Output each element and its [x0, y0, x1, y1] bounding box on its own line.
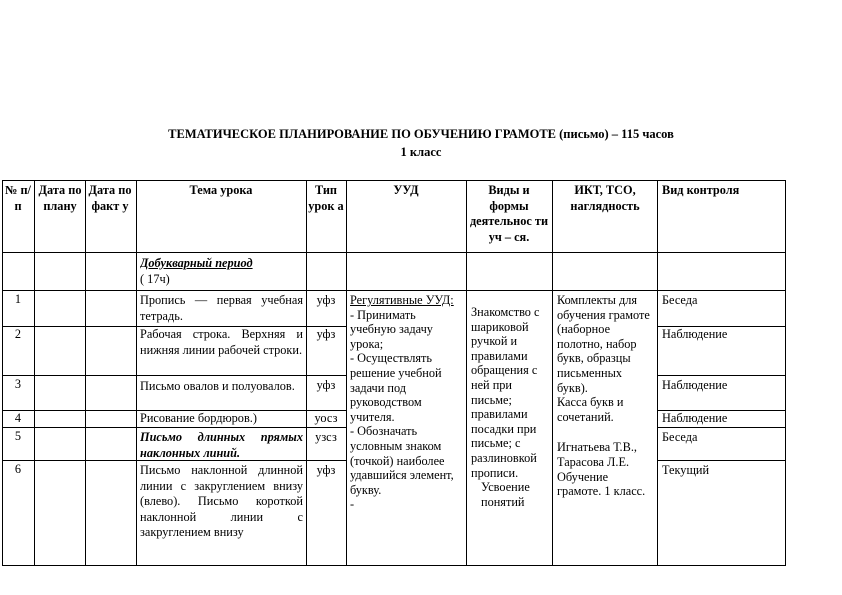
header-date-plan: Дата по плану — [38, 183, 82, 213]
row-3-topic: Письмо овалов и полуовалов. — [140, 379, 295, 393]
ikt-cell — [557, 293, 655, 564]
section-hours: ( 17ч) — [140, 271, 170, 286]
row-3-type: уфз — [316, 378, 336, 392]
row-2-control: Наблюдение — [662, 327, 728, 341]
grid-line — [2, 427, 346, 428]
header-type: Тип урок а — [308, 183, 344, 213]
uud-heading: Регулятивные УУД: — [350, 293, 454, 307]
header-num: № п/п — [5, 183, 31, 213]
uud-item: - — [350, 497, 355, 512]
row-6-type: уфз — [316, 463, 336, 477]
header-control: Вид контроля — [662, 183, 740, 197]
activities-text: Знакомство с шариковой ручкой и правилами обращения с ней при письме; правилами посадки при письме; с разлиновкой прописи. — [471, 305, 540, 480]
row-4-num: 4 — [14, 411, 22, 425]
ikt-cash: Касса букв и сочетаний. — [557, 395, 624, 424]
document-title: ТЕМАТИЧЕСКОЕ ПЛАНИРОВАНИЕ ПО ОБУЧЕНИЮ ГРАМОТЕ (письмо) – 115 часов — [168, 127, 674, 141]
section-row — [140, 256, 304, 287]
header-uud: УУД — [393, 183, 419, 197]
row-5-topic: Письмо длинных прямых наклонных линий. — [140, 430, 303, 460]
grid-line — [657, 375, 785, 376]
activities-tail: Усвоение понятий — [481, 480, 530, 509]
row-3-num: 3 — [14, 377, 22, 391]
row-6-num: 6 — [14, 462, 22, 476]
row-4-topic: Рисование бордюров.) — [140, 411, 257, 425]
row-1-num: 1 — [14, 292, 22, 306]
uud-item: - Осуществлять решение учебной задачи под руководством учителя. — [350, 351, 442, 424]
ikt-materials: Комплекты для обучения грамоте (наборное полотно, набор букв, образцы письменных букв). — [557, 293, 650, 395]
document-subtitle: 1 класс — [400, 145, 442, 159]
grid-line — [657, 427, 785, 428]
grid-line — [2, 180, 785, 181]
row-2-type: уфз — [316, 327, 336, 341]
uud-item: - Принимать учебную задачу урока; — [350, 307, 433, 351]
row-5-control: Беседа — [662, 430, 698, 444]
section-name: Добукварный период — [140, 256, 253, 270]
row-6-control: Текущий — [662, 463, 710, 477]
uud-item: - Обозначать условным знаком (точкой) наиболее удавшийся элемент, букву. — [350, 424, 454, 497]
row-3-control: Наблюдение — [662, 378, 728, 392]
row-5-type: узсз — [315, 430, 337, 444]
header-activities: Виды и формы деятельнос ти уч – ся. — [469, 183, 549, 244]
grid-line — [785, 180, 786, 566]
ikt-book: Игнатьева Т.В., Тарасова Л.Е. Обучение грамоте. 1 класс. — [557, 440, 646, 499]
grid-line — [346, 180, 347, 566]
row-5-num: 5 — [14, 429, 22, 443]
row-6-topic: Письмо наклонной длинной линии с закруглением внизу (влево). Письмо короткой наклонной линии с закруглением внизу — [140, 463, 303, 539]
grid-line — [552, 180, 553, 566]
header-ikt: ИКТ, ТСО, наглядность — [570, 183, 640, 213]
grid-line — [466, 180, 467, 566]
row-4-control: Наблюдение — [662, 411, 728, 425]
header-topic: Тема урока — [189, 183, 253, 197]
row-1-topic: Пропись — первая учебная тетрадь. — [140, 293, 303, 323]
grid-line — [657, 460, 785, 461]
row-4-type: уосз — [314, 411, 338, 425]
grid-line — [2, 565, 785, 566]
header-date-fact: Дата по факт у — [88, 183, 132, 213]
activities-cell — [471, 305, 550, 564]
grid-line — [2, 180, 3, 566]
row-2-topic: Рабочая строка. Верхняя и нижняя линии рабочей строки. — [140, 327, 303, 357]
row-1-control: Беседа — [662, 293, 698, 307]
grid-line — [34, 180, 35, 566]
grid-line — [136, 180, 137, 566]
grid-line — [85, 180, 86, 566]
grid-line — [2, 290, 785, 291]
uud-cell — [350, 293, 463, 564]
grid-line — [2, 252, 785, 253]
row-1-type: уфз — [316, 293, 336, 307]
grid-line — [2, 375, 346, 376]
grid-line — [657, 180, 658, 566]
grid-line — [306, 180, 307, 566]
row-2-num: 2 — [14, 327, 22, 341]
